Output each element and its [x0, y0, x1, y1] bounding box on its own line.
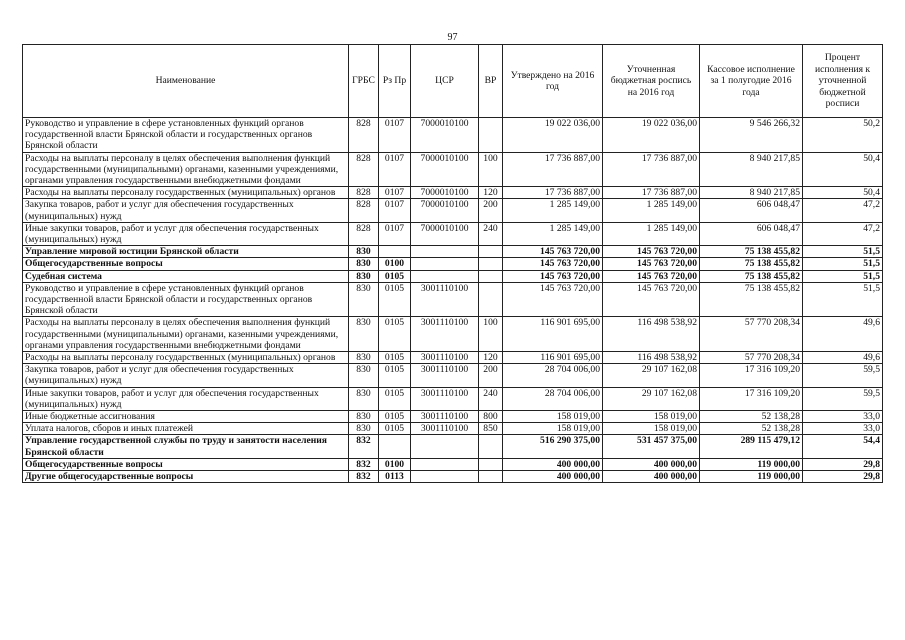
- cell-grbs: 832: [349, 471, 379, 483]
- header-rzpr: Рз Пр: [379, 45, 411, 118]
- cell-rzpr: 0100: [379, 258, 411, 270]
- cell-vr: 200: [479, 199, 503, 222]
- cell-refined: 1 285 149,00: [603, 222, 700, 245]
- table-row: [23, 411, 883, 423]
- cell-cash: 119 000,00: [700, 471, 803, 483]
- cell-grbs: 828: [349, 152, 379, 187]
- table-row: [23, 352, 883, 364]
- cell-name: Закупка товаров, работ и услуг для обеспечения государственных (муниципальных) нужд: [23, 199, 349, 222]
- cell-rzpr: 0113: [379, 471, 411, 483]
- cell-percent: 33,0: [803, 423, 883, 435]
- table-row: [23, 246, 883, 258]
- cell-csr: 7000010100: [411, 222, 479, 245]
- cell-vr: 200: [479, 364, 503, 387]
- cell-grbs: 832: [349, 458, 379, 470]
- cell-approved: 145 763 720,00: [503, 270, 603, 282]
- cell-cash: 75 138 455,82: [700, 258, 803, 270]
- cell-rzpr: 0105: [379, 411, 411, 423]
- cell-refined: 400 000,00: [603, 458, 700, 470]
- cell-vr: 850: [479, 423, 503, 435]
- table-row: [23, 364, 883, 387]
- cell-csr: 7000010100: [411, 152, 479, 187]
- cell-rzpr: 0107: [379, 187, 411, 199]
- cell-percent: 59,5: [803, 364, 883, 387]
- cell-cash: 9 546 266,32: [700, 118, 803, 153]
- cell-name: Иные закупки товаров, работ и услуг для обеспечения государственных (муниципальных) нужд: [23, 222, 349, 245]
- cell-name: Управление мировой юстиции Брянской области: [23, 246, 349, 258]
- cell-name: Общегосударственные вопросы: [23, 258, 349, 270]
- cell-csr: 7000010100: [411, 118, 479, 153]
- cell-name: Общегосударственные вопросы: [23, 458, 349, 470]
- table-row: [23, 282, 883, 317]
- cell-grbs: 830: [349, 364, 379, 387]
- cell-name: Другие общегосударственные вопросы: [23, 471, 349, 483]
- cell-rzpr: [379, 435, 411, 458]
- cell-csr: 3001110100: [411, 387, 479, 410]
- cell-grbs: 830: [349, 282, 379, 317]
- cell-grbs: 830: [349, 317, 379, 352]
- cell-name: Иные закупки товаров, работ и услуг для обеспечения государственных (муниципальных) нужд: [23, 387, 349, 410]
- cell-vr: 120: [479, 352, 503, 364]
- cell-vr: [479, 270, 503, 282]
- table-body: [23, 118, 883, 483]
- cell-refined: 17 736 887,00: [603, 187, 700, 199]
- cell-refined: 1 285 149,00: [603, 199, 700, 222]
- cell-csr: 3001110100: [411, 423, 479, 435]
- cell-csr: [411, 246, 479, 258]
- cell-approved: 116 901 695,00: [503, 352, 603, 364]
- cell-approved: 1 285 149,00: [503, 222, 603, 245]
- cell-percent: 51,5: [803, 258, 883, 270]
- cell-vr: 240: [479, 387, 503, 410]
- cell-refined: 145 763 720,00: [603, 246, 700, 258]
- cell-approved: 19 022 036,00: [503, 118, 603, 153]
- cell-grbs: 832: [349, 435, 379, 458]
- budget-table: [22, 44, 883, 483]
- cell-csr: [411, 258, 479, 270]
- cell-name: Руководство и управление в сфере установленных функций органов государственной власти Брянской области и государственных органов Брянской области: [23, 282, 349, 317]
- cell-cash: 52 138,28: [700, 423, 803, 435]
- table-row: [23, 199, 883, 222]
- cell-percent: 50,4: [803, 187, 883, 199]
- cell-rzpr: 0107: [379, 222, 411, 245]
- cell-rzpr: 0105: [379, 364, 411, 387]
- cell-refined: 116 498 538,92: [603, 352, 700, 364]
- cell-name: Расходы на выплаты персоналу в целях обеспечения выполнения функций государственными (муниципальными) органами, казенными учреждениями, органами управления государственными внебюджетными фондами: [23, 317, 349, 352]
- header-name: Наименование: [23, 45, 349, 118]
- cell-percent: 50,2: [803, 118, 883, 153]
- cell-csr: 7000010100: [411, 187, 479, 199]
- cell-csr: 3001110100: [411, 352, 479, 364]
- cell-grbs: 828: [349, 118, 379, 153]
- table-row: [23, 423, 883, 435]
- cell-cash: 606 048,47: [700, 222, 803, 245]
- header-csr: ЦСР: [411, 45, 479, 118]
- table-row: [23, 258, 883, 270]
- cell-name: Руководство и управление в сфере установленных функций органов государственной власти Брянской области и государственных органов Брянской области: [23, 118, 349, 153]
- cell-rzpr: [379, 246, 411, 258]
- cell-vr: 120: [479, 187, 503, 199]
- cell-percent: 47,2: [803, 199, 883, 222]
- cell-cash: 8 940 217,85: [700, 152, 803, 187]
- cell-rzpr: 0105: [379, 270, 411, 282]
- cell-cash: 119 000,00: [700, 458, 803, 470]
- cell-csr: 3001110100: [411, 282, 479, 317]
- table-row: [23, 187, 883, 199]
- cell-refined: 400 000,00: [603, 471, 700, 483]
- cell-grbs: 830: [349, 246, 379, 258]
- cell-rzpr: 0100: [379, 458, 411, 470]
- cell-percent: 33,0: [803, 411, 883, 423]
- cell-vr: [479, 246, 503, 258]
- cell-grbs: 830: [349, 423, 379, 435]
- cell-vr: 100: [479, 152, 503, 187]
- cell-cash: 606 048,47: [700, 199, 803, 222]
- cell-grbs: 828: [349, 222, 379, 245]
- cell-approved: 516 290 375,00: [503, 435, 603, 458]
- cell-approved: 145 763 720,00: [503, 282, 603, 317]
- cell-approved: 28 704 006,00: [503, 387, 603, 410]
- cell-name: Уплата налогов, сборов и иных платежей: [23, 423, 349, 435]
- cell-percent: 51,5: [803, 246, 883, 258]
- cell-vr: [479, 258, 503, 270]
- cell-vr: 800: [479, 411, 503, 423]
- cell-rzpr: 0105: [379, 282, 411, 317]
- cell-grbs: 828: [349, 199, 379, 222]
- cell-rzpr: 0105: [379, 317, 411, 352]
- cell-cash: 75 138 455,82: [700, 270, 803, 282]
- cell-approved: 158 019,00: [503, 411, 603, 423]
- cell-percent: 29,8: [803, 458, 883, 470]
- header-cash: Кассовое исполнение за 1 полугодие 2016 года: [700, 45, 803, 118]
- cell-approved: 17 736 887,00: [503, 152, 603, 187]
- cell-name: Управление государственной службы по труду и занятости населения Брянской области: [23, 435, 349, 458]
- cell-name: Расходы на выплаты персоналу государственных (муниципальных) органов: [23, 352, 349, 364]
- cell-name: Иные бюджетные ассигнования: [23, 411, 349, 423]
- cell-grbs: 830: [349, 411, 379, 423]
- cell-approved: 28 704 006,00: [503, 364, 603, 387]
- cell-vr: [479, 435, 503, 458]
- cell-vr: 100: [479, 317, 503, 352]
- cell-cash: 57 770 208,34: [700, 352, 803, 364]
- cell-csr: [411, 458, 479, 470]
- cell-rzpr: 0107: [379, 199, 411, 222]
- cell-percent: 29,8: [803, 471, 883, 483]
- page-number: 97: [447, 32, 458, 43]
- cell-approved: 158 019,00: [503, 423, 603, 435]
- cell-name: Расходы на выплаты персоналу государственных (муниципальных) органов: [23, 187, 349, 199]
- cell-csr: 3001110100: [411, 411, 479, 423]
- header-percent: Процент исполнения к уточненной бюджетной росписи: [803, 45, 883, 118]
- header-vr: ВР: [479, 45, 503, 118]
- cell-vr: [479, 458, 503, 470]
- cell-grbs: 828: [349, 187, 379, 199]
- cell-refined: 145 763 720,00: [603, 270, 700, 282]
- cell-rzpr: 0107: [379, 118, 411, 153]
- cell-csr: 3001110100: [411, 317, 479, 352]
- cell-name: Расходы на выплаты персоналу в целях обеспечения выполнения функций государственными (муниципальными) органами, казенными учреждениями, органами управления государственными внебюджетными фондами: [23, 152, 349, 187]
- cell-percent: 49,6: [803, 352, 883, 364]
- header-grbs: ГРБС: [349, 45, 379, 118]
- table-row: [23, 471, 883, 483]
- cell-approved: 145 763 720,00: [503, 258, 603, 270]
- cell-grbs: 830: [349, 258, 379, 270]
- table-row: [23, 222, 883, 245]
- cell-rzpr: 0105: [379, 352, 411, 364]
- cell-percent: 59,5: [803, 387, 883, 410]
- cell-grbs: 830: [349, 352, 379, 364]
- cell-refined: 29 107 162,08: [603, 364, 700, 387]
- table-header-row: [23, 45, 883, 118]
- cell-percent: 54,4: [803, 435, 883, 458]
- table-row: [23, 152, 883, 187]
- cell-vr: [479, 118, 503, 153]
- cell-refined: 145 763 720,00: [603, 258, 700, 270]
- cell-refined: 531 457 375,00: [603, 435, 700, 458]
- cell-percent: 47,2: [803, 222, 883, 245]
- cell-name: Закупка товаров, работ и услуг для обеспечения государственных (муниципальных) нужд: [23, 364, 349, 387]
- cell-rzpr: 0105: [379, 423, 411, 435]
- cell-csr: 3001110100: [411, 364, 479, 387]
- cell-cash: 75 138 455,82: [700, 246, 803, 258]
- cell-approved: 400 000,00: [503, 471, 603, 483]
- cell-cash: 75 138 455,82: [700, 282, 803, 317]
- cell-grbs: 830: [349, 270, 379, 282]
- table-row: [23, 270, 883, 282]
- table-row: [23, 387, 883, 410]
- cell-percent: 51,5: [803, 270, 883, 282]
- cell-refined: 17 736 887,00: [603, 152, 700, 187]
- cell-vr: [479, 471, 503, 483]
- cell-refined: 29 107 162,08: [603, 387, 700, 410]
- cell-approved: 145 763 720,00: [503, 246, 603, 258]
- table-row: [23, 317, 883, 352]
- cell-refined: 19 022 036,00: [603, 118, 700, 153]
- cell-refined: 145 763 720,00: [603, 282, 700, 317]
- cell-cash: 17 316 109,20: [700, 364, 803, 387]
- cell-name: Судебная система: [23, 270, 349, 282]
- cell-grbs: 830: [349, 387, 379, 410]
- cell-cash: 8 940 217,85: [700, 187, 803, 199]
- table-row: [23, 118, 883, 153]
- cell-percent: 50,4: [803, 152, 883, 187]
- table-row: [23, 458, 883, 470]
- cell-vr: 240: [479, 222, 503, 245]
- cell-cash: 289 115 479,12: [700, 435, 803, 458]
- cell-approved: 17 736 887,00: [503, 187, 603, 199]
- cell-cash: 57 770 208,34: [700, 317, 803, 352]
- cell-refined: 116 498 538,92: [603, 317, 700, 352]
- cell-cash: 17 316 109,20: [700, 387, 803, 410]
- cell-csr: [411, 471, 479, 483]
- cell-rzpr: 0107: [379, 152, 411, 187]
- cell-refined: 158 019,00: [603, 411, 700, 423]
- cell-percent: 49,6: [803, 317, 883, 352]
- cell-vr: [479, 282, 503, 317]
- cell-percent: 51,5: [803, 282, 883, 317]
- cell-csr: [411, 435, 479, 458]
- cell-approved: 116 901 695,00: [503, 317, 603, 352]
- cell-approved: 1 285 149,00: [503, 199, 603, 222]
- header-approved: Утверждено на 2016 год: [503, 45, 603, 118]
- cell-csr: [411, 270, 479, 282]
- cell-approved: 400 000,00: [503, 458, 603, 470]
- cell-csr: 7000010100: [411, 199, 479, 222]
- header-refined: Уточненная бюджетная роспись на 2016 год: [603, 45, 700, 118]
- cell-refined: 158 019,00: [603, 423, 700, 435]
- table-row: [23, 435, 883, 458]
- cell-cash: 52 138,28: [700, 411, 803, 423]
- cell-rzpr: 0105: [379, 387, 411, 410]
